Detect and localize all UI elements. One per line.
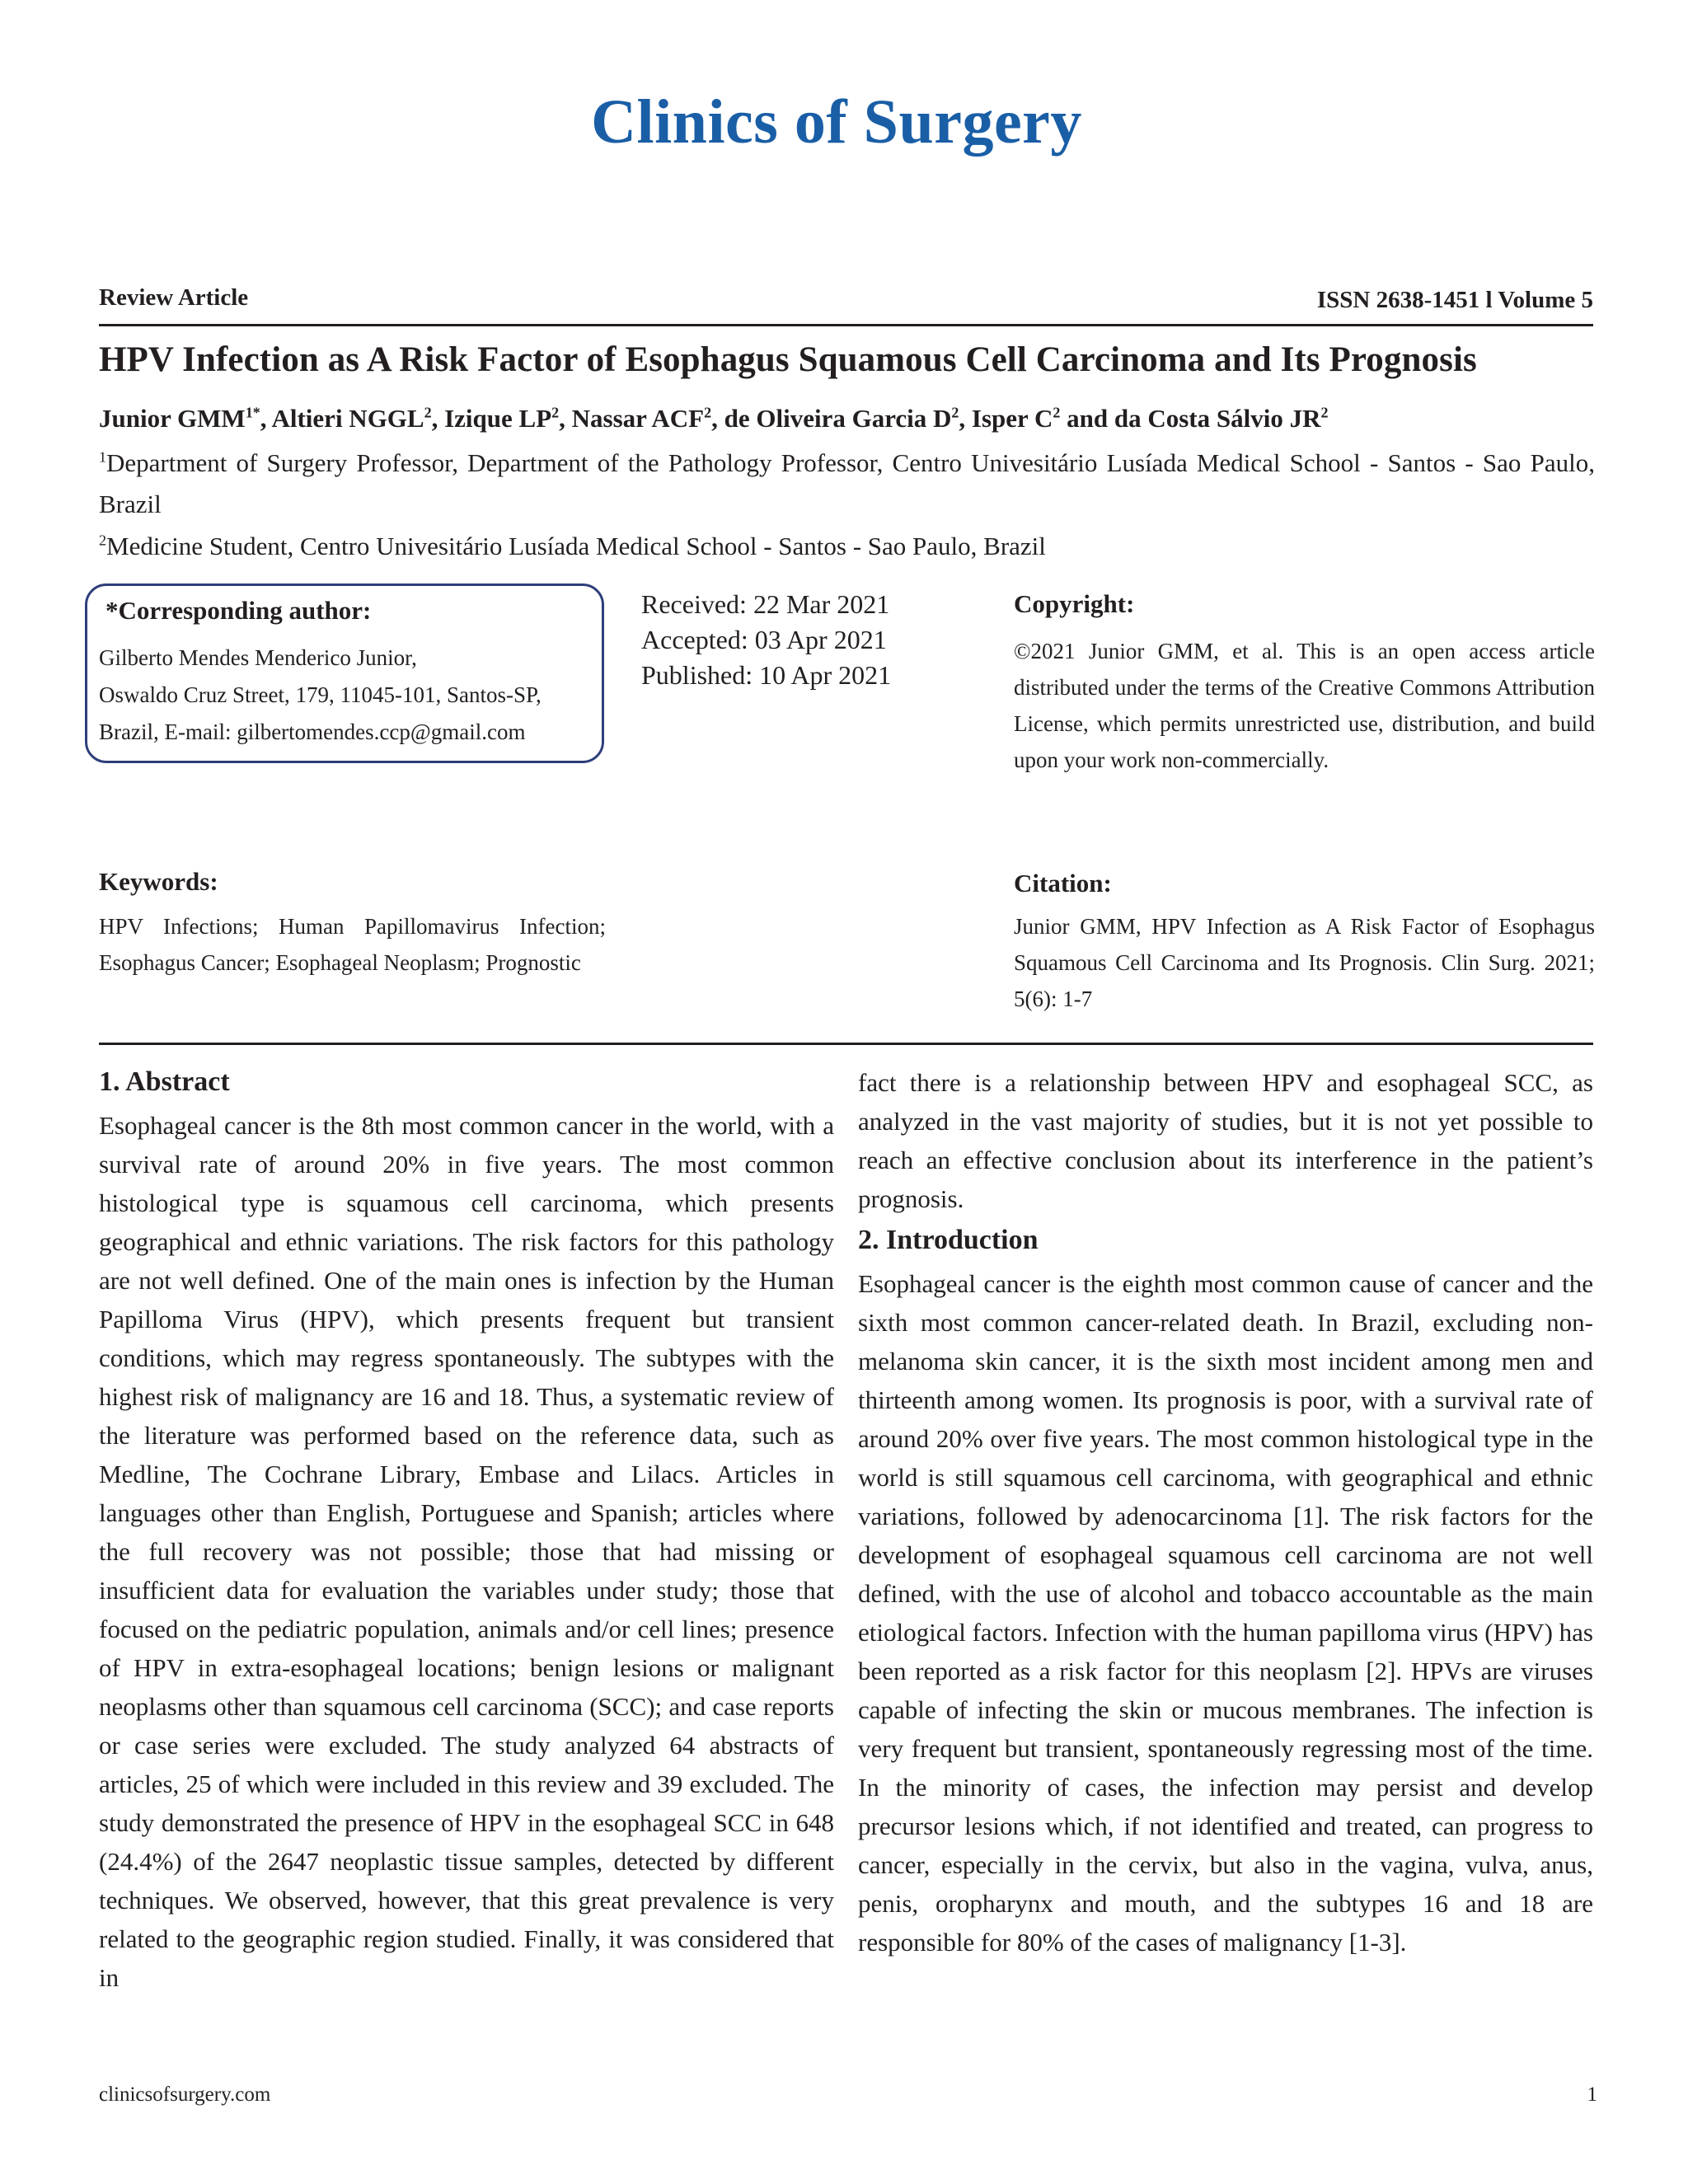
affiliation-2 xyxy=(99,526,1595,567)
author: Isper C xyxy=(971,404,1053,433)
citation-text: Junior GMM, HPV Infection as A Risk Factor of Esophagus Squamous Cell Carcinoma and Its Prognosis. Clin Surg. 2021; 5(6): 1-7 xyxy=(1014,914,1595,1011)
affiliation-1 xyxy=(99,443,1595,525)
author-affiliation-mark: 2 xyxy=(951,404,959,421)
author-affiliation-mark: 2 xyxy=(1053,404,1061,421)
publication-dates xyxy=(641,587,891,693)
keywords-text: HPV Infections; Human Papillomavirus Infection; Esophagus Cancer; Esophageal Neoplasm; Prognostic xyxy=(99,914,606,975)
author-list xyxy=(99,404,1599,434)
right-column xyxy=(858,1063,1593,1961)
introduction-text: Esophageal cancer is the eighth most common cause of cancer and the sixth most common cancer-related death. In Brazil, excluding non-melanoma skin cancer, it is the sixth most incident among men and thirteenth among women. Its prognosis is poor, with a survival rate of around 20% over five years. The most common histological type in the world is still squamous cell carcinoma, with geographical and ethnic variations, followed by adenocarcinoma [1]. The risk factors for the development of esophageal squamous cell carcinoma are not well defined, with the use of alcohol and tobacco accountable as the main etiological factors. Infection with the human papilloma virus (HPV) has been reported as a risk factor for this neoplasm [2]. HPVs are viruses capable of infecting the skin or mucous membranes. The infection is very frequent but transient, spontaneously regressing most of the time. In the minority of cases, the infection may persist and develop precursor lesions which, if not identified and treated, can progress to cancer, especially in the cervix, but also in the vagina, vulva, anus, penis, oropharynx and mouth, and the subtypes 16 and 18 are responsible for 80% of the cases of malignancy [1-3]. xyxy=(858,1269,1593,1957)
author-affiliation-mark: 2 xyxy=(551,404,560,421)
left-column xyxy=(99,1063,834,1997)
article-type: Review Article xyxy=(99,284,249,311)
page-number: 1 xyxy=(1587,2083,1597,2106)
author-separator: and xyxy=(1060,404,1114,433)
abstract-text-continued: fact there is a relationship between HPV and esophageal SCC, as analyzed in the vast majority of studies, but it is not yet possible to reach an effective conclusion about its interference in the patient’s prognosis. xyxy=(858,1068,1593,1213)
corresponding-author-email[interactable]: Brazil, E-mail: gilbertomendes.ccp@gmail.com xyxy=(99,719,526,744)
accepted-date: Accepted: 03 Apr 2021 xyxy=(641,625,887,654)
author-affiliation-mark: 1* xyxy=(245,404,260,421)
journal-title: Clinics of Surgery xyxy=(591,87,1082,157)
header-rule xyxy=(99,324,1593,326)
affiliation-number: 2 xyxy=(99,532,106,549)
published-date: Published: 10 Apr 2021 xyxy=(641,660,892,690)
author: Junior GMM xyxy=(99,404,246,433)
author-separator: , xyxy=(959,404,972,433)
author: Altieri NGGL xyxy=(271,404,424,433)
author-affiliation-mark: 2 xyxy=(424,404,432,421)
body-rule xyxy=(99,1043,1593,1045)
introduction-heading: 2. Introduction xyxy=(858,1225,1039,1255)
affiliation-text: Medicine Student, Centro Univesitário Lusíada Medical School - Santos - Sao Paulo, Brazil xyxy=(106,532,1046,560)
keywords-title: Keywords: xyxy=(99,867,218,896)
author: Izique LP xyxy=(444,404,552,433)
corresponding-author-title: *Corresponding author: xyxy=(106,596,372,625)
author-separator: , xyxy=(260,404,272,433)
corresponding-author-address: Oswaldo Cruz Street, 179, 11045-101, Santos-SP, xyxy=(99,682,542,707)
footer-website[interactable]: clinicsofsurgery.com xyxy=(99,2083,271,2106)
corresponding-author-details xyxy=(99,640,610,751)
corresponding-author-name: Gilberto Mendes Menderico Junior, xyxy=(99,645,417,670)
author-affiliation-mark: 2 xyxy=(1320,404,1329,421)
author: da Costa Sálvio JR xyxy=(1114,404,1321,433)
author-separator: , xyxy=(711,404,724,433)
affiliation-number: 1 xyxy=(99,448,106,466)
article-title: HPV Infection as A Risk Factor of Esophagus Squamous Cell Carcinoma and Its Prognosis xyxy=(99,340,1477,379)
citation-title: Citation: xyxy=(1014,869,1112,898)
affiliation-text: Department of Surgery Professor, Department of the Pathology Professor, Centro Univesitário Lusíada Medical School - Santos - Sao Paulo, Brazil xyxy=(99,448,1595,518)
author-separator: , xyxy=(559,404,572,433)
received-date: Received: 22 Mar 2021 xyxy=(641,589,890,619)
copyright-text: ©2021 Junior GMM, et al. This is an open access article distributed under the terms of the Creative Commons Attribution License, which permits unrestricted use, distribution, and build upon your work non-commercially. xyxy=(1014,639,1595,772)
copyright-title: Copyright: xyxy=(1014,589,1135,618)
author: de Oliveira Garcia D xyxy=(724,404,952,433)
author: Nassar ACF xyxy=(571,404,705,433)
author-separator: , xyxy=(431,404,445,433)
abstract-heading: 1. Abstract xyxy=(99,1066,230,1097)
issn-volume: ISSN 2638-1451 l Volume 5 xyxy=(1316,287,1593,313)
author-affiliation-mark: 2 xyxy=(704,404,712,421)
abstract-text: Esophageal cancer is the 8th most common cancer in the world, with a survival rate of around 20% in five years. The most common histological type is squamous cell carcinoma, which presents geographical and ethnic variations. The risk factors for this pathology are not well defined. One of the main ones is infection by the Human Papilloma Virus (HPV), which presents frequent but transient conditions, which may regress spontaneously. The subtypes with the highest risk of malignancy are 16 and 18. Thus, a systematic review of the literature was performed based on the reference data, such as Medline, The Cochrane Library, Embase and Lilacs. Articles in languages other than English, Portuguese and Spanish; articles where the full recovery was not possible; those that had missing or insufficient data for evaluation the variables under study; those that focused on the pediatric population, animals and/or cell lines; presence of HPV in extra-esophageal locations; benign lesions or malignant neoplasms other than squamous cell carcinoma (SCC); and case reports or case series were excluded. The study analyzed 64 abstracts of articles, 25 of which were included in this review and 39 excluded. The study demonstrated the presence of HPV in the esophageal SCC in 648 (24.4%) of the 2647 neoplastic tissue samples, detected by different techniques. We observed, however, that this great prevalence is very related to the geographic region studied. Finally, it was considered that in xyxy=(99,1111,834,1992)
